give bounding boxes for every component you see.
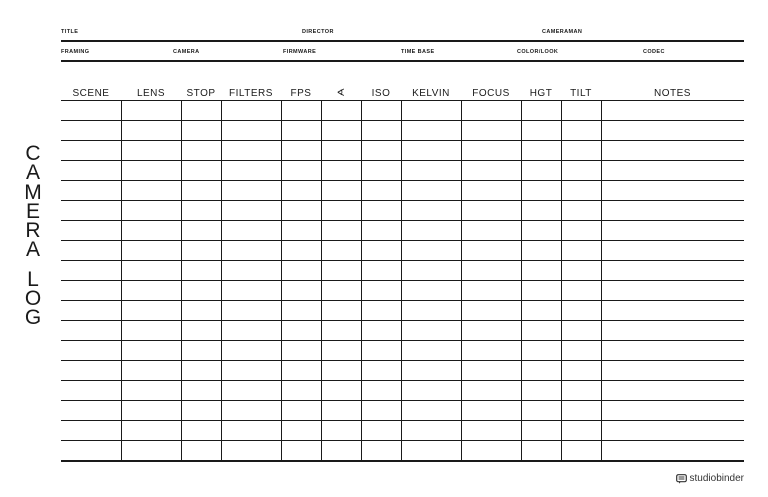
codec-label: CODEC <box>643 49 665 55</box>
table-cell[interactable] <box>281 321 321 341</box>
table-cell[interactable] <box>601 401 744 421</box>
studiobinder-brand <box>676 473 744 484</box>
table-cell[interactable] <box>521 441 561 462</box>
table-cell[interactable] <box>281 361 321 381</box>
title-letter: A <box>25 238 40 262</box>
table-cell[interactable] <box>221 261 281 281</box>
table-cell[interactable] <box>361 121 401 141</box>
table-cell[interactable] <box>461 141 521 161</box>
table-row <box>61 441 744 462</box>
column-header: ISO <box>361 88 401 101</box>
table-cell[interactable] <box>601 441 744 462</box>
table-cell[interactable] <box>461 341 521 361</box>
table-row <box>61 421 744 441</box>
column-header: HGT <box>521 88 561 101</box>
title-letter: A <box>25 161 40 185</box>
table-cell[interactable] <box>121 101 181 121</box>
table-cell[interactable] <box>561 361 601 381</box>
table-cell[interactable] <box>61 141 121 161</box>
title-letter: C <box>25 142 41 165</box>
table-cell[interactable] <box>61 241 121 261</box>
table-cell[interactable] <box>461 241 521 261</box>
table-cell[interactable] <box>461 161 521 181</box>
table-cell[interactable] <box>361 141 401 161</box>
table-cell[interactable] <box>181 421 221 441</box>
table-cell[interactable] <box>181 181 221 201</box>
table-cell[interactable] <box>601 161 744 181</box>
table-cell[interactable] <box>221 161 281 181</box>
table-cell[interactable] <box>61 181 121 201</box>
title-letter: O <box>24 287 42 311</box>
table-cell[interactable] <box>461 361 521 381</box>
table-cell[interactable] <box>221 401 281 421</box>
table-cell[interactable] <box>561 101 601 121</box>
table-cell[interactable] <box>321 181 361 201</box>
table-cell[interactable] <box>281 161 321 181</box>
table-cell[interactable] <box>521 421 561 441</box>
table-cell[interactable] <box>281 241 321 261</box>
column-header: LENS <box>121 88 181 101</box>
table-cell[interactable] <box>281 341 321 361</box>
table-cell[interactable] <box>601 141 744 161</box>
table-row <box>61 161 744 181</box>
table-cell[interactable] <box>461 121 521 141</box>
table-cell[interactable] <box>121 241 181 261</box>
table-cell[interactable] <box>61 161 121 181</box>
table-cell[interactable] <box>281 221 321 241</box>
table-cell[interactable] <box>281 421 321 441</box>
table-cell[interactable] <box>121 221 181 241</box>
director-label: DIRECTOR <box>302 29 334 35</box>
title-letter: E <box>25 199 40 223</box>
table-cell[interactable] <box>181 221 221 241</box>
table-row <box>61 281 744 301</box>
table-cell[interactable] <box>461 101 521 121</box>
column-header: STOP <box>181 88 221 101</box>
table-cell[interactable] <box>281 281 321 301</box>
table-cell[interactable] <box>281 261 321 281</box>
table-cell[interactable] <box>521 281 561 301</box>
firmware-label: FIRMWARE <box>283 49 317 55</box>
table-cell[interactable] <box>521 201 561 221</box>
table-cell[interactable] <box>181 121 221 141</box>
table-cell[interactable] <box>401 241 461 261</box>
table-row <box>61 221 744 241</box>
table-cell[interactable] <box>561 221 601 241</box>
table-cell[interactable] <box>61 201 121 221</box>
table-cell[interactable] <box>561 301 601 321</box>
table-cell[interactable] <box>461 181 521 201</box>
camera-log-vertical-title <box>22 144 44 328</box>
table-cell[interactable] <box>461 381 521 401</box>
header-row-2 <box>61 48 744 62</box>
column-header: SCENE <box>61 88 121 101</box>
table-cell[interactable] <box>61 421 121 441</box>
table-cell[interactable] <box>181 401 221 421</box>
table-row <box>61 101 744 121</box>
table-cell[interactable] <box>221 341 281 361</box>
table-cell[interactable] <box>521 221 561 241</box>
table-cell[interactable] <box>561 321 601 341</box>
column-header: KELVIN <box>401 88 461 101</box>
table-cell[interactable] <box>221 141 281 161</box>
table-cell[interactable] <box>121 201 181 221</box>
table-cell[interactable] <box>601 361 744 381</box>
table-row <box>61 361 744 381</box>
table-cell[interactable] <box>361 201 401 221</box>
table-cell[interactable] <box>601 181 744 201</box>
table-cell[interactable] <box>601 301 744 321</box>
title-letter: G <box>24 306 42 330</box>
table-cell[interactable] <box>361 241 401 261</box>
table-cell[interactable] <box>521 361 561 381</box>
table-cell[interactable] <box>401 361 461 381</box>
table-cell[interactable] <box>521 381 561 401</box>
table-cell[interactable] <box>121 421 181 441</box>
table-cell[interactable] <box>601 121 744 141</box>
table-cell[interactable] <box>561 281 601 301</box>
table-cell[interactable] <box>121 341 181 361</box>
table-cell[interactable] <box>401 141 461 161</box>
table-cell[interactable] <box>561 161 601 181</box>
table-cell[interactable] <box>401 261 461 281</box>
cameraman-label: CAMERAMAN <box>542 29 583 35</box>
title-letter: L <box>27 267 39 291</box>
table-cell[interactable] <box>281 141 321 161</box>
table-cell[interactable] <box>601 261 744 281</box>
table-cell[interactable] <box>401 301 461 321</box>
table-cell[interactable] <box>401 221 461 241</box>
title-label: TITLE <box>61 29 79 35</box>
table-cell[interactable] <box>321 341 361 361</box>
table-cell[interactable] <box>321 201 361 221</box>
table-cell[interactable] <box>361 361 401 381</box>
table-cell[interactable] <box>221 201 281 221</box>
table-cell[interactable] <box>181 341 221 361</box>
table-cell[interactable] <box>121 401 181 421</box>
table-cell[interactable] <box>461 281 521 301</box>
table-cell[interactable] <box>321 161 361 181</box>
table-cell[interactable] <box>361 421 401 441</box>
table-cell[interactable] <box>401 321 461 341</box>
table-cell[interactable] <box>401 161 461 181</box>
table-cell[interactable] <box>281 381 321 401</box>
table-cell[interactable] <box>401 281 461 301</box>
table-cell[interactable] <box>361 301 401 321</box>
table-cell[interactable] <box>121 161 181 181</box>
table-row <box>61 181 744 201</box>
table-cell[interactable] <box>121 261 181 281</box>
table-cell[interactable] <box>361 221 401 241</box>
table-cell[interactable] <box>121 321 181 341</box>
table-cell[interactable] <box>181 321 221 341</box>
table-cell[interactable] <box>221 381 281 401</box>
table-cell[interactable] <box>281 441 321 462</box>
table-cell[interactable] <box>461 221 521 241</box>
column-header: NOTES <box>601 88 744 101</box>
table-cell[interactable] <box>521 401 561 421</box>
table-cell[interactable] <box>281 401 321 421</box>
table-cell[interactable] <box>181 361 221 381</box>
camera-label: CAMERA <box>173 49 200 55</box>
table-cell[interactable] <box>601 201 744 221</box>
table-row <box>61 241 744 261</box>
title-letter: R <box>25 219 41 243</box>
table-cell[interactable] <box>601 241 744 261</box>
table-cell[interactable] <box>321 101 361 121</box>
table-cell[interactable] <box>61 301 121 321</box>
table-cell[interactable] <box>61 401 121 421</box>
table-cell[interactable] <box>121 441 181 462</box>
table-cell[interactable] <box>181 161 221 181</box>
table-cell[interactable] <box>61 221 121 241</box>
table-cell[interactable] <box>561 421 601 441</box>
table-cell[interactable] <box>461 401 521 421</box>
table-cell[interactable] <box>401 421 461 441</box>
table-cell[interactable] <box>281 201 321 221</box>
table-cell[interactable] <box>561 401 601 421</box>
table-cell[interactable] <box>401 401 461 421</box>
table-cell[interactable] <box>521 241 561 261</box>
table-cell[interactable] <box>281 301 321 321</box>
table-cell[interactable] <box>561 241 601 261</box>
table-cell[interactable] <box>601 341 744 361</box>
table-cell[interactable] <box>181 441 221 462</box>
table-cell[interactable] <box>61 381 121 401</box>
table-cell[interactable] <box>121 301 181 321</box>
table-cell[interactable] <box>321 361 361 381</box>
table-cell[interactable] <box>521 261 561 281</box>
table-cell[interactable] <box>321 221 361 241</box>
table-cell[interactable] <box>181 261 221 281</box>
table-cell[interactable] <box>61 341 121 361</box>
table-row <box>61 141 744 161</box>
title-letter: M <box>24 180 42 204</box>
table-cell[interactable] <box>561 441 601 462</box>
table-cell[interactable] <box>521 341 561 361</box>
table-cell[interactable] <box>121 121 181 141</box>
column-header: FOCUS <box>461 88 521 101</box>
table-cell[interactable] <box>221 301 281 321</box>
table-cell[interactable] <box>461 421 521 441</box>
table-cell[interactable] <box>121 181 181 201</box>
table-cell[interactable] <box>181 101 221 121</box>
table-cell[interactable] <box>61 321 121 341</box>
table-row <box>61 321 744 341</box>
table-cell[interactable] <box>61 101 121 121</box>
studiobinder-logo-icon <box>676 474 687 484</box>
table-cell[interactable] <box>561 181 601 201</box>
table-row <box>61 381 744 401</box>
table-cell[interactable] <box>521 101 561 121</box>
table-cell[interactable] <box>521 121 561 141</box>
table-cell[interactable] <box>321 401 361 421</box>
table-row <box>61 201 744 221</box>
column-header: FILTERS <box>221 88 281 101</box>
table-cell[interactable] <box>561 341 601 361</box>
table-row <box>61 121 744 141</box>
table-cell[interactable] <box>361 401 401 421</box>
column-header: ∢ <box>321 88 361 101</box>
table-cell[interactable] <box>461 321 521 341</box>
table-cell[interactable] <box>221 421 281 441</box>
table-cell[interactable] <box>221 441 281 462</box>
table-cell[interactable] <box>401 341 461 361</box>
brand-name: studiobinder <box>689 473 744 484</box>
table-cell[interactable] <box>561 261 601 281</box>
table-cell[interactable] <box>181 281 221 301</box>
table-cell[interactable] <box>601 421 744 441</box>
table-cell[interactable] <box>321 241 361 261</box>
table-cell[interactable] <box>221 361 281 381</box>
table-cell[interactable] <box>401 181 461 201</box>
table-cell[interactable] <box>221 221 281 241</box>
table-cell[interactable] <box>361 261 401 281</box>
table-cell[interactable] <box>461 261 521 281</box>
table-cell[interactable] <box>61 261 121 281</box>
table-cell[interactable] <box>181 241 221 261</box>
table-cell[interactable] <box>401 101 461 121</box>
table-cell[interactable] <box>561 141 601 161</box>
table-cell[interactable] <box>401 381 461 401</box>
table-cell[interactable] <box>121 141 181 161</box>
table-cell[interactable] <box>321 321 361 341</box>
table-cell[interactable] <box>521 181 561 201</box>
table-cell[interactable] <box>181 381 221 401</box>
table-cell[interactable] <box>521 141 561 161</box>
column-header: TILT <box>561 88 601 101</box>
table-cell[interactable] <box>221 101 281 121</box>
table-cell[interactable] <box>561 121 601 141</box>
table-cell[interactable] <box>601 221 744 241</box>
color-look-label: COLOR/LOOK <box>517 49 559 55</box>
table-cell[interactable] <box>601 321 744 341</box>
column-header: FPS <box>281 88 321 101</box>
table-cell[interactable] <box>361 181 401 201</box>
table-cell[interactable] <box>281 181 321 201</box>
table-cell[interactable] <box>401 441 461 462</box>
table-cell[interactable] <box>321 141 361 161</box>
table-cell[interactable] <box>521 321 561 341</box>
camera-log-table <box>61 88 744 462</box>
table-cell[interactable] <box>121 281 181 301</box>
table-row <box>61 401 744 421</box>
table-cell[interactable] <box>221 281 281 301</box>
table-cell[interactable] <box>461 441 521 462</box>
table-cell[interactable] <box>361 161 401 181</box>
table-cell[interactable] <box>221 181 281 201</box>
table-cell[interactable] <box>61 281 121 301</box>
table-row <box>61 261 744 281</box>
table-cell[interactable] <box>321 381 361 401</box>
table-cell[interactable] <box>601 101 744 121</box>
table-cell[interactable] <box>561 381 601 401</box>
table-cell[interactable] <box>401 121 461 141</box>
table-cell[interactable] <box>361 381 401 401</box>
table-cell[interactable] <box>601 381 744 401</box>
table-cell[interactable] <box>321 261 361 281</box>
table-row <box>61 301 744 321</box>
table-cell[interactable] <box>221 121 281 141</box>
table-cell[interactable] <box>61 441 121 462</box>
table-cell[interactable] <box>221 241 281 261</box>
table-cell[interactable] <box>461 301 521 321</box>
table-cell[interactable] <box>221 321 281 341</box>
table-cell[interactable] <box>461 201 521 221</box>
table-cell[interactable] <box>401 201 461 221</box>
table-cell[interactable] <box>61 361 121 381</box>
table-cell[interactable] <box>321 301 361 321</box>
table-row <box>61 341 744 361</box>
framing-label: FRAMING <box>61 49 90 55</box>
table-cell[interactable] <box>521 301 561 321</box>
table-cell[interactable] <box>281 101 321 121</box>
table-cell[interactable] <box>561 201 601 221</box>
table-cell[interactable] <box>181 301 221 321</box>
header-row-1 <box>61 28 744 42</box>
table-cell[interactable] <box>181 141 221 161</box>
table-header-row <box>61 88 744 101</box>
table-cell[interactable] <box>281 121 321 141</box>
table-cell[interactable] <box>321 441 361 462</box>
table-cell[interactable] <box>121 361 181 381</box>
table-cell[interactable] <box>181 201 221 221</box>
table-cell[interactable] <box>361 441 401 462</box>
table-cell[interactable] <box>521 161 561 181</box>
time-base-label: TIME BASE <box>401 49 435 55</box>
table-cell[interactable] <box>361 281 401 301</box>
table-cell[interactable] <box>61 121 121 141</box>
table-cell[interactable] <box>121 381 181 401</box>
table-cell[interactable] <box>361 341 401 361</box>
table-cell[interactable] <box>321 421 361 441</box>
table-cell[interactable] <box>321 281 361 301</box>
table-cell[interactable] <box>361 101 401 121</box>
table-cell[interactable] <box>601 281 744 301</box>
table-cell[interactable] <box>361 321 401 341</box>
table-cell[interactable] <box>321 121 361 141</box>
